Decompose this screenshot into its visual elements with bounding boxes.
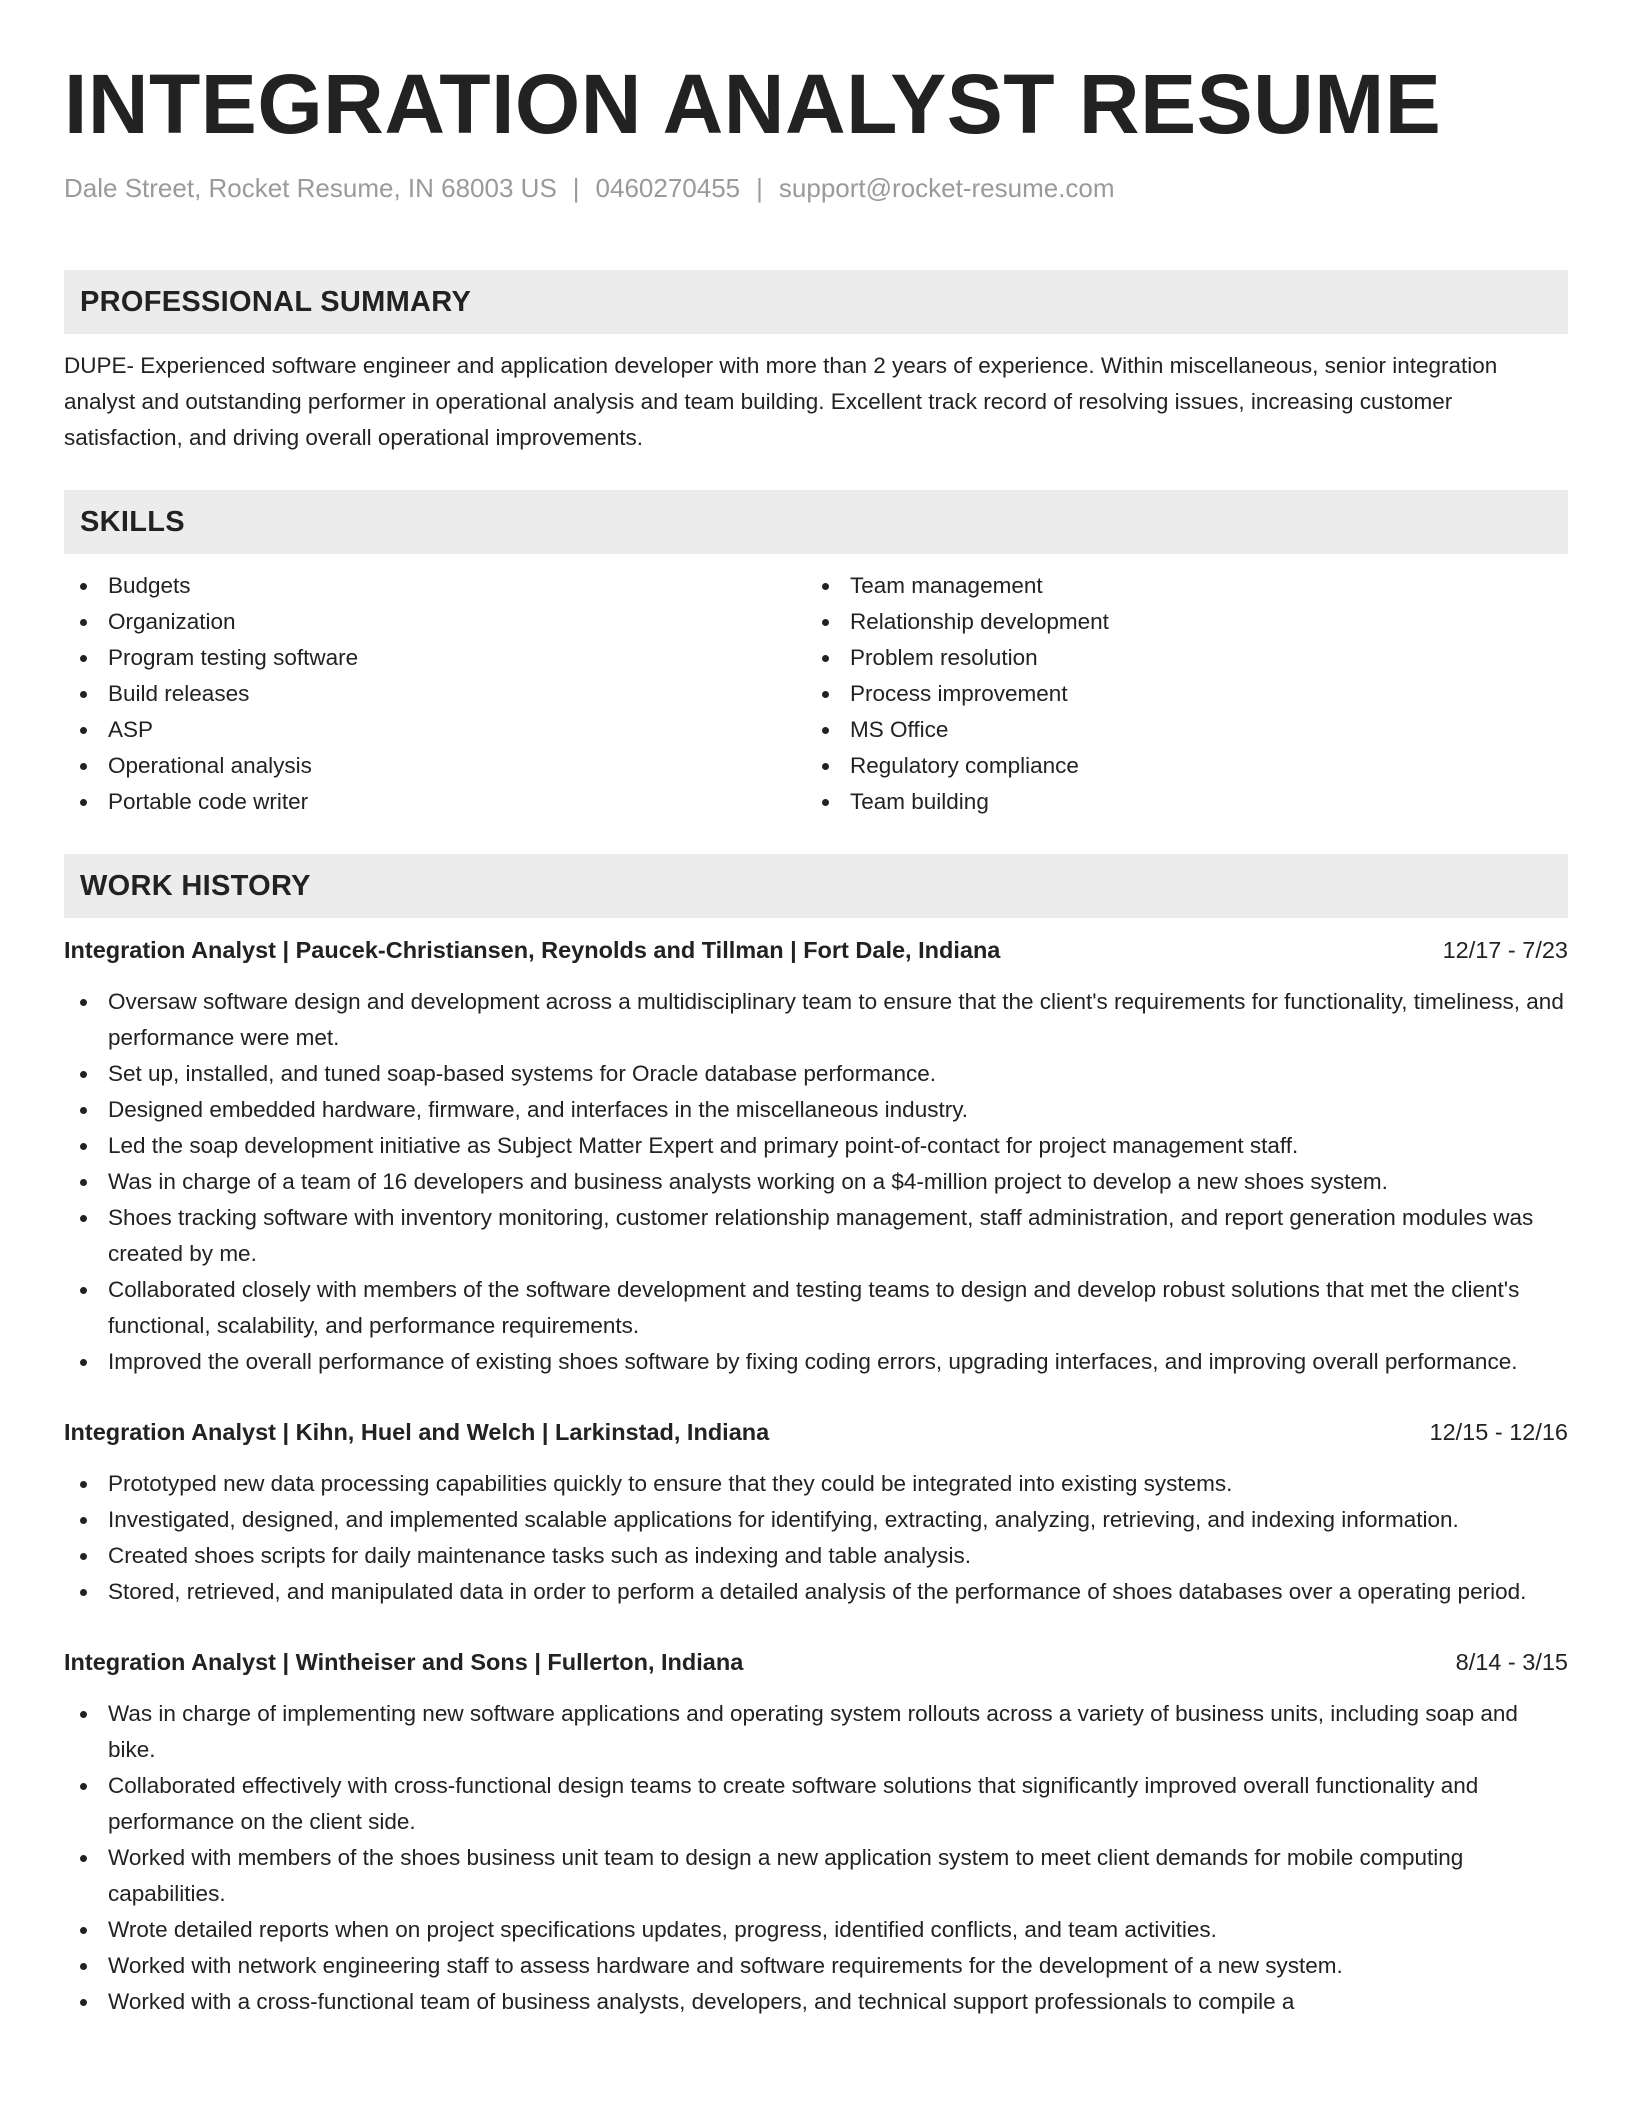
skill-item: Process improvement (806, 676, 1548, 712)
job-bullet: Oversaw software design and development across a multidisciplinary team to ensure that the client's requirements for functionality, timeliness, and performance were met. (64, 984, 1568, 1056)
job-bullet: Led the soap development initiative as Subject Matter Expert and primary point-of-contact for project management staff. (64, 1128, 1568, 1164)
skills-section (64, 490, 1568, 820)
job-bullet: Stored, retrieved, and manipulated data in order to perform a detailed analysis of the performance of shoes databases over a operating period. (64, 1574, 1568, 1610)
skill-item: Organization (64, 604, 806, 640)
job-header (64, 932, 1568, 968)
skill-item: Portable code writer (64, 784, 806, 820)
contact-address: Dale Street, Rocket Resume, IN 68003 US (64, 173, 557, 203)
job-bullet: Collaborated effectively with cross-functional design teams to create software solutions that significantly improved overall functionality and performance on the client side. (64, 1768, 1568, 1840)
skill-item: Team building (806, 784, 1548, 820)
resume-title: INTEGRATION ANALYST RESUME (64, 57, 1442, 151)
job-entry (64, 932, 1568, 1380)
skill-item: Problem resolution (806, 640, 1548, 676)
job-bullets (64, 984, 1568, 1380)
job-entry (64, 1644, 1568, 2020)
job-bullet: Prototyped new data processing capabilities quickly to ensure that they could be integrated into existing systems. (64, 1466, 1568, 1502)
contact-phone: 0460270455 (595, 173, 741, 203)
contact-line (64, 172, 1568, 204)
skills-columns (64, 568, 1568, 820)
contact-separator: | (572, 173, 580, 203)
job-bullet: Wrote detailed reports when on project specifications updates, progress, identified conflicts, and team activities. (64, 1912, 1568, 1948)
job-bullet: Shoes tracking software with inventory monitoring, customer relationship management, staff administration, and report generation modules was created by me. (64, 1200, 1568, 1272)
job-title: Integration Analyst | Paucek-Christiansen, Reynolds and Tillman | Fort Dale, Indiana (64, 937, 1001, 963)
job-dates: 8/14 - 3/15 (1455, 1649, 1568, 1675)
job-bullet: Created shoes scripts for daily maintenance tasks such as indexing and table analysis. (64, 1538, 1568, 1574)
skill-item: Budgets (64, 568, 806, 604)
professional-summary-section (64, 270, 1568, 456)
contact-email: support@rocket-resume.com (778, 173, 1115, 203)
skill-item: Build releases (64, 676, 806, 712)
skill-item: Program testing software (64, 640, 806, 676)
job-dates: 12/17 - 7/23 (1442, 937, 1568, 963)
skills-heading: SKILLS (64, 490, 1568, 554)
skill-item: Regulatory compliance (806, 748, 1548, 784)
job-bullet: Designed embedded hardware, firmware, and interfaces in the miscellaneous industry. (64, 1092, 1568, 1128)
job-header (64, 1644, 1568, 1680)
job-bullets (64, 1466, 1568, 1610)
job-entry (64, 1414, 1568, 1610)
job-bullet: Was in charge of implementing new software applications and operating system rollouts across a variety of business units, including soap and bike. (64, 1696, 1568, 1768)
job-bullet: Collaborated closely with members of the software development and testing teams to design and develop robust solutions that met the client's functional, scalability, and performance requirements. (64, 1272, 1568, 1344)
skill-item: ASP (64, 712, 806, 748)
professional-summary-text: DUPE- Experienced software engineer and application developer with more than 2 years of experience. Within miscellaneous, senior integration analyst and outstanding performer in operational analysis and team building. Excellent track record of resolving issues, increasing customer satisfaction, and driving overall operational improvements. (64, 353, 1498, 450)
job-bullets (64, 1696, 1568, 2020)
job-bullet: Worked with network engineering staff to assess hardware and software requirements for the development of a new system. (64, 1948, 1568, 1984)
job-bullet: Improved the overall performance of existing shoes software by fixing coding errors, upgrading interfaces, and improving overall performance. (64, 1344, 1568, 1380)
skill-item: Relationship development (806, 604, 1548, 640)
professional-summary-heading: PROFESSIONAL SUMMARY (64, 270, 1568, 334)
job-bullet: Set up, installed, and tuned soap-based systems for Oracle database performance. (64, 1056, 1568, 1092)
skill-item: MS Office (806, 712, 1548, 748)
skill-item: Team management (806, 568, 1548, 604)
skills-list-left (64, 568, 806, 820)
resume-page (64, 0, 1568, 2020)
skills-list-right (806, 568, 1548, 820)
job-bullet: Investigated, designed, and implemented scalable applications for identifying, extracting, analyzing, retrieving, and indexing information. (64, 1502, 1568, 1538)
job-bullet: Worked with a cross-functional team of business analysts, developers, and technical support professionals to compile a (64, 1984, 1568, 2020)
job-bullet: Worked with members of the shoes business unit team to design a new application system to meet client demands for mobile computing capabilities. (64, 1840, 1568, 1912)
work-history-heading: WORK HISTORY (64, 854, 1568, 918)
skill-item: Operational analysis (64, 748, 806, 784)
work-history-section (64, 854, 1568, 2020)
job-header (64, 1414, 1568, 1450)
job-title: Integration Analyst | Kihn, Huel and Welch | Larkinstad, Indiana (64, 1419, 770, 1445)
contact-separator: | (756, 173, 763, 203)
job-title: Integration Analyst | Wintheiser and Sons | Fullerton, Indiana (64, 1649, 744, 1675)
job-dates: 12/15 - 12/16 (1429, 1419, 1568, 1445)
job-bullet: Was in charge of a team of 16 developers and business analysts working on a $4-million project to develop a new shoes system. (64, 1164, 1568, 1200)
